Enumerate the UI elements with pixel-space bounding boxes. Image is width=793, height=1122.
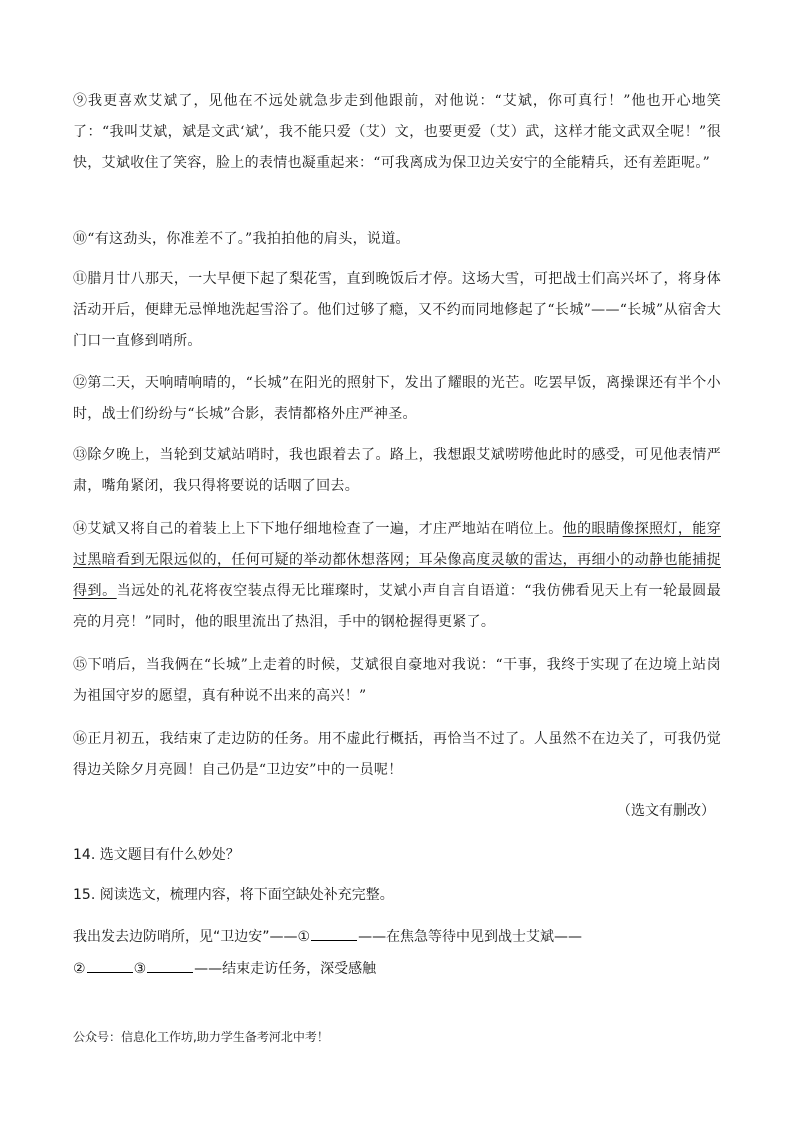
paragraph-16: ⑯正月初五，我结束了走边防的任务。用不虚此行概括，再恰当不过了。人虽然不在边关了，可我仍觉得边关除夕月亮圆！自己仍是“卫边安”中的一员呢！ (73, 731, 721, 778)
outline-line-2 (73, 958, 376, 980)
footer-note: 公众号：信息化工作坊,助力学生备考河北中考！ (73, 1030, 329, 1044)
paragraph-14-opening: ⑭艾斌又将自己的着装上上下下地仔细地检查了一遍，才庄严地站在哨位上。 (73, 521, 563, 537)
outline-marker-2: ② (73, 961, 86, 977)
source-note: （选文有删改） (617, 803, 715, 819)
outline-line-1 (73, 926, 582, 948)
outline-marker-3: ③ (133, 961, 147, 977)
question-15: 15. 阅读选文，梳理内容，将下面空缺处补充完整。 (73, 887, 394, 903)
paragraph-14-underlined-sentence: 他的眼睛像探照灯，能穿过黑暗看到无限远似的，任何可疑的举动都休想落网；耳朵像高度灵敏的雷达，再细小的动静也能捕捉得到。 (73, 521, 721, 599)
outline-line-1-start: 我出发去边防哨所，见“卫边安”——① (73, 929, 311, 945)
paragraph-15: ⑮下哨后，当我俩在“长城”上走着的时候，艾斌很自豪地对我说：“干事，我终于实现了在边境上站岗为祖国守岁的愿望，真有种说不出来的高兴！” (73, 657, 721, 704)
paragraph-11: ⑪腊月廿八那天，一大早便下起了梨花雪，直到晚饭后才停。这场大雪，可把战士们高兴坏了，将身体活动开后，便肆无忌惮地洗起雪浴了。他们过够了瘾，又不约而同地修起了“长城”——“长城”从宿舍大门口一直修到哨所。 (73, 271, 721, 349)
paragraph-14-closing: 当远处的礼花将夜空装点得无比璀璨时，艾斌小声自言自语道：“我仿佛看见天上有一轮最圆最亮的月亮！”同时，他的眼里流出了热泪，手中的钢枪握得更紧了。 (73, 583, 721, 630)
paragraph-13: ⑬除夕晚上，当轮到艾斌站哨时，我也跟着去了。路上，我想跟艾斌唠唠他此时的感受，可见他表情严肃，嘴角紧闭，我只得将要说的话咽了回去。 (73, 447, 721, 494)
answer-blank-3[interactable] (147, 958, 193, 973)
outline-line-2-end: ——结束走访任务，深受感触 (194, 961, 377, 977)
outline-line-1-end: ——在焦急等待中见到战士艾斌—— (358, 929, 583, 945)
paragraph-10: ⑩“有这劲头，你准差不了。”我拍拍他的肩头，说道。 (73, 231, 410, 247)
paragraph-9: ⑨我更喜欢艾斌了，见他在不远处就急步走到他跟前，对他说：“艾斌，你可真行！”他也开心地笑了：“我叫艾斌，斌是文武‘斌’，我不能只爱（艾）文，也要更爱（艾）武，这样才能文武双全呢！”很快，艾斌收住了笑容，脸上的表情也凝重起来：“可我离成为保卫边关安宁的全能精兵，还有差距呢。” (73, 93, 721, 171)
paragraph-14 (73, 514, 721, 638)
answer-blank-2[interactable] (87, 958, 133, 973)
question-14: 14. 选文题目有什么妙处？ (73, 847, 240, 863)
paragraph-12: ⑫第二天，天响晴响晴的，“长城”在阳光的照射下，发出了耀眼的光芒。吃罢早饭，离操课还有半个小时，战士们纷纷与“长城”合影，表情都格外庄严神圣。 (73, 375, 721, 422)
answer-blank-1[interactable] (311, 926, 357, 941)
